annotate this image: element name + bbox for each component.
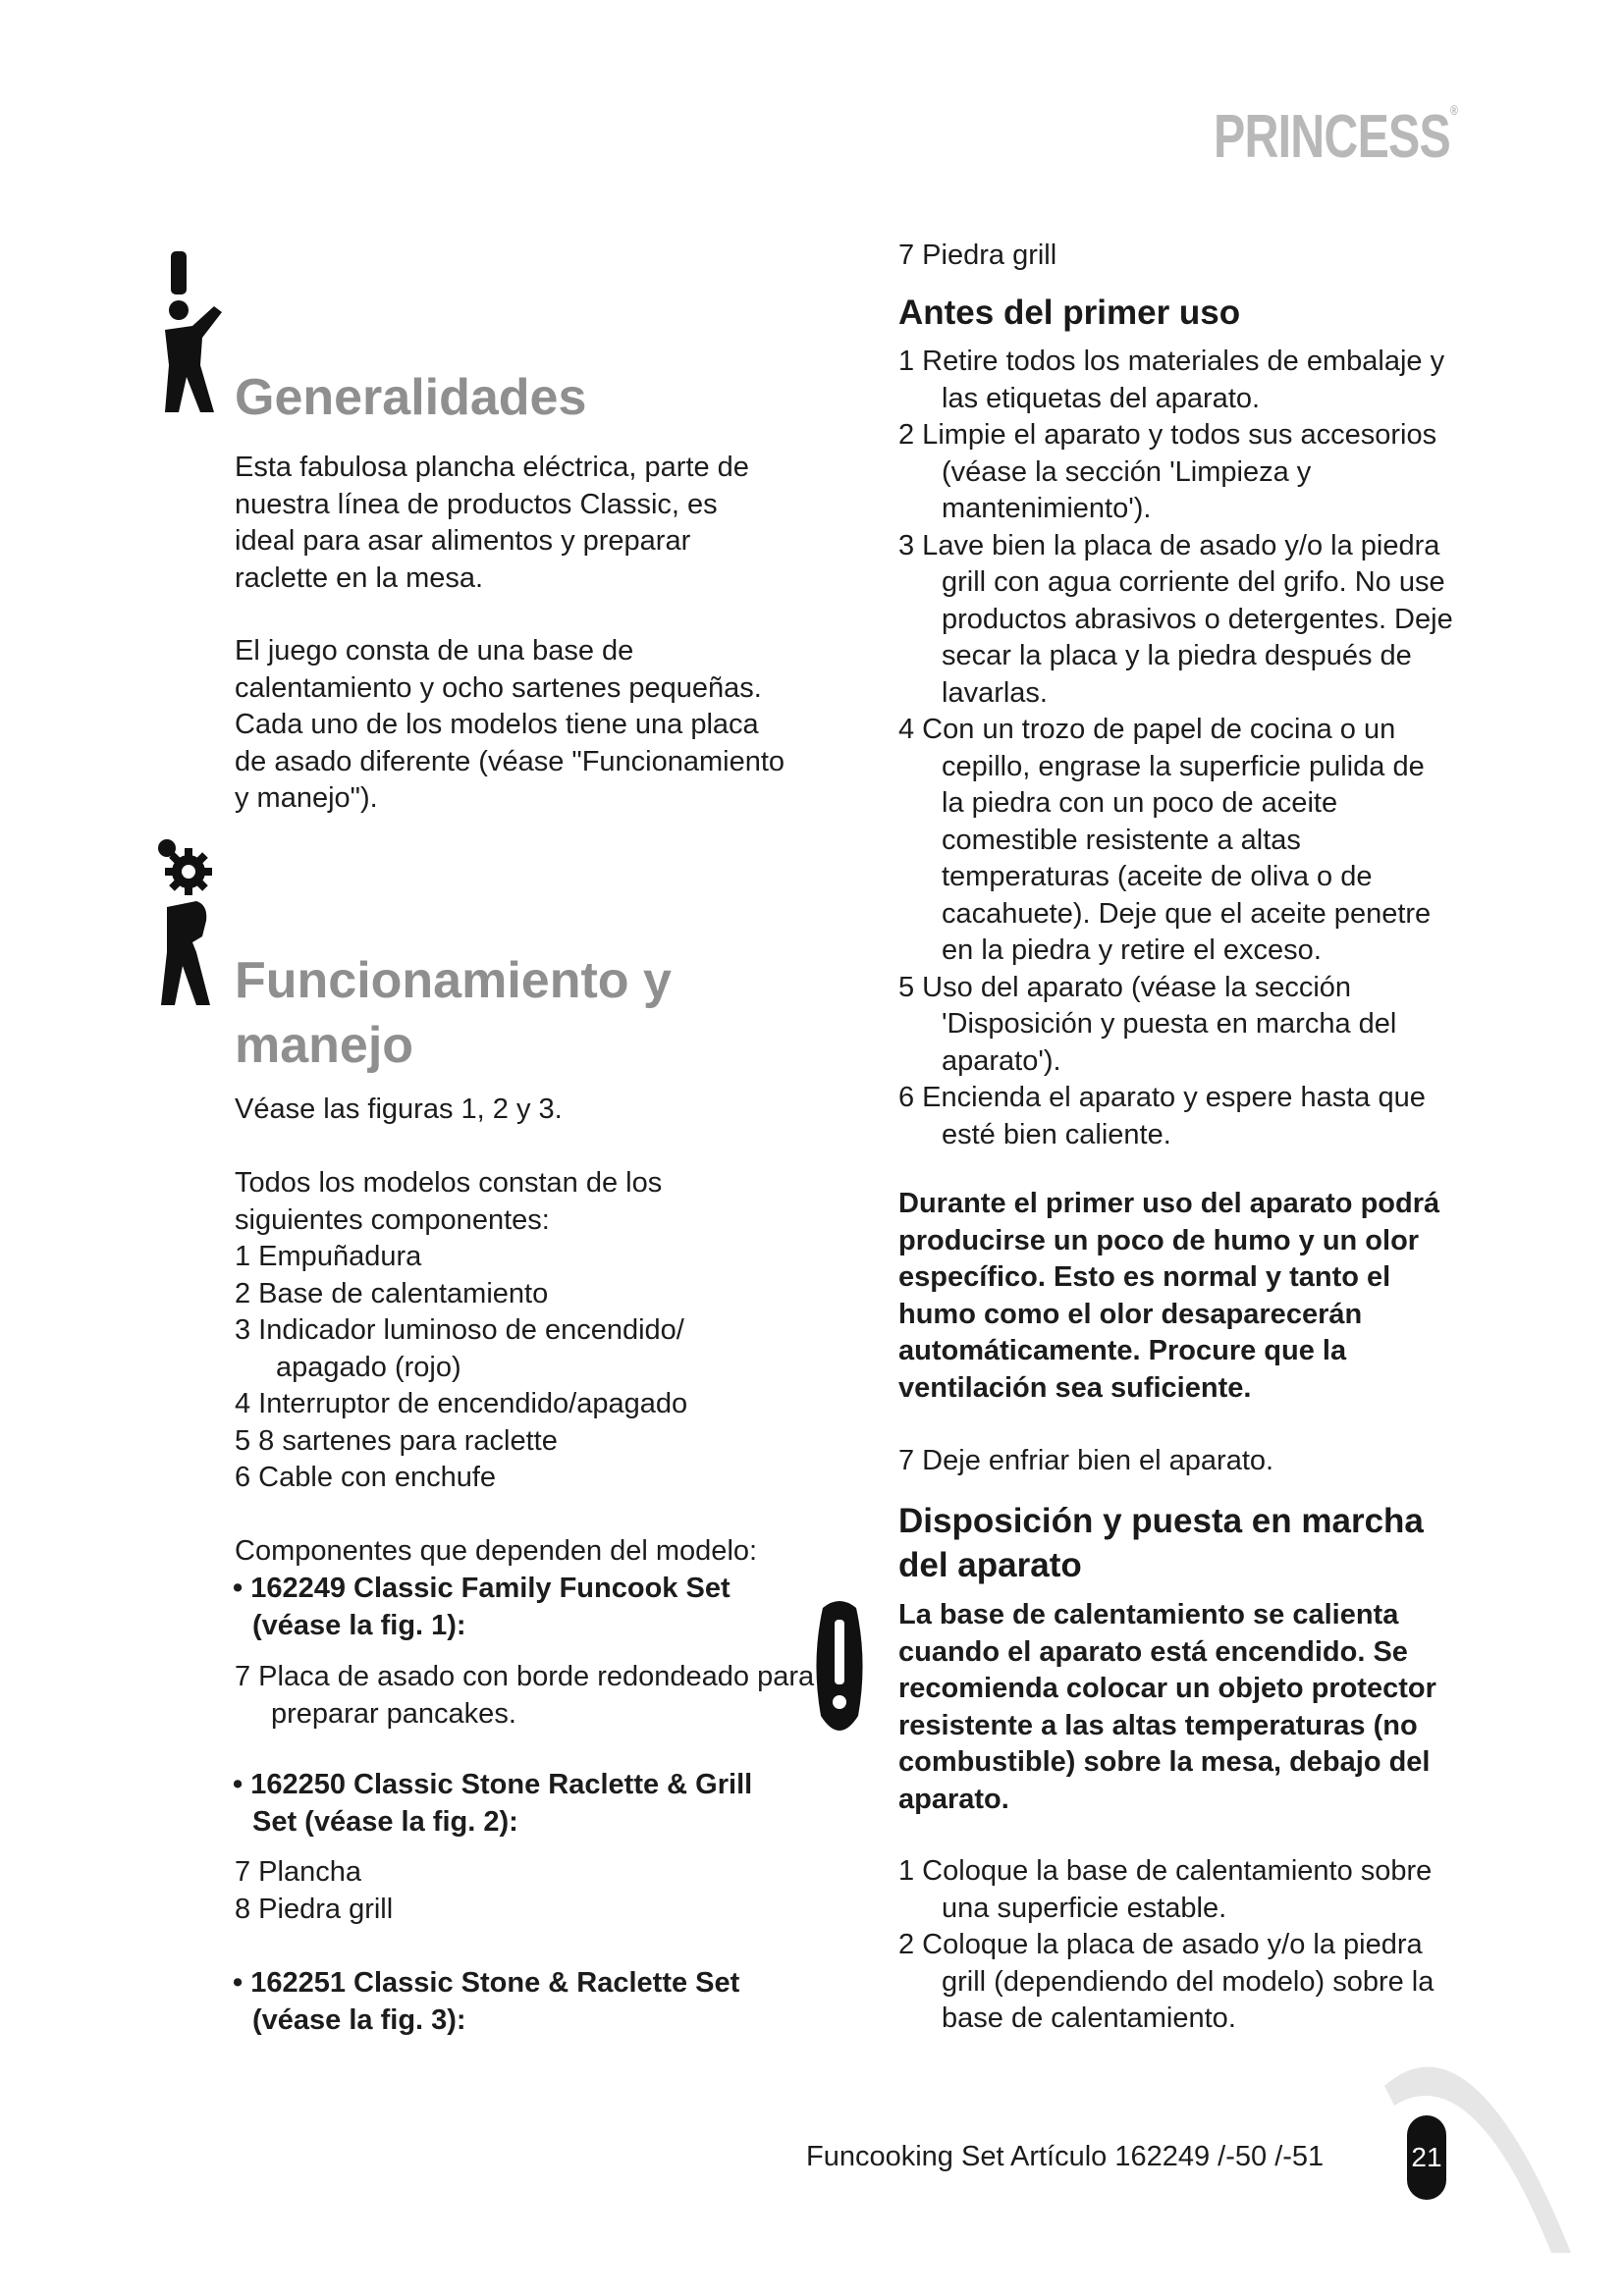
- title-line-2: manejo: [235, 1017, 414, 1074]
- antes-steps: [898, 344, 1453, 1153]
- disposicion-step: 1 Coloque la base de calentamiento sobre una superficie estable.: [898, 1855, 1433, 1924]
- footer-text: Funcooking Set Artículo 162249 /-50 /-51: [806, 2141, 1325, 2172]
- component-item: 2 Base de calentamiento: [235, 1277, 549, 1309]
- antes-step: 6 Encienda el aparato y espere hasta que esté bien caliente.: [898, 1082, 1426, 1150]
- components-intro: Todos los modelos constan de los siguientes componentes:: [235, 1167, 663, 1236]
- set-2-item: 7 Plancha: [235, 1856, 361, 1888]
- decorative-sweep: [1365, 2017, 1600, 2263]
- generalidades-paragraph-2: El juego consta de una base de calentamiento y ocho sartenes pequeñas. Cada uno de los modelos tiene una placa de asado diferente (véase "Funcionamiento y manejo").: [235, 635, 785, 814]
- heating-base-warning: La base de calentamiento se calienta cuando el aparato está encendido. Se recomienda colocar un objeto protector resistente a las altas temperaturas (no combustible) sobre la mesa, debajo del aparato.: [898, 1599, 1436, 1815]
- components-block: [235, 1165, 745, 1497]
- section-title-disposicion: Disposición y puesta en marcha del aparato: [898, 1502, 1424, 1584]
- set-2-item: 8 Piedra grill: [235, 1893, 394, 1925]
- logo-text: PRINCESS: [1214, 103, 1450, 171]
- set-2-heading: • 162250 Classic Stone Raclette & Grill Set (véase la fig. 2):: [233, 1769, 753, 1838]
- first-use-warning: Durante el primer uso del aparato podrá producirse un poco de humo y un olor específico. Esto es normal y tanto el humo como el olor desaparecerán automáticamente. Procure que la ventilación sea suficiente.: [898, 1188, 1440, 1404]
- component-item: 3 Indicador luminoso de encendido/ apagado (rojo): [235, 1314, 684, 1383]
- set-2-items: [235, 1854, 393, 1928]
- set-1-item: 7 Placa de asado con borde redondeado para preparar pancakes.: [235, 1661, 815, 1730]
- right-top-item: 7 Piedra grill: [898, 240, 1057, 271]
- antes-step: 1 Retire todos los materiales de embalaje y las etiquetas del aparato.: [898, 346, 1445, 414]
- antes-step: 5 Uso del aparato (véase la sección 'Disposición y puesta en marcha del aparato').: [898, 971, 1397, 1077]
- antes-step-7: 7 Deje enfriar bien el aparato.: [898, 1445, 1274, 1476]
- antes-step: 3 Lave bien la placa de asado y/o la piedra grill con agua corriente del grifo. No use productos abrasivos o detergentes. Deje secar la placa y la piedra después de lavarlas.: [898, 529, 1453, 709]
- brand-logo: [1214, 102, 1457, 172]
- set-1-heading: • 162249 Classic Family Funcook Set (véase la fig. 1):: [233, 1573, 731, 1641]
- disposicion-steps: [898, 1853, 1463, 2038]
- component-item: 1 Empuñadura: [235, 1241, 422, 1272]
- component-item: 4 Interruptor de encendido/apagado: [235, 1388, 688, 1419]
- title-line-1: Funcionamiento y: [235, 952, 672, 1009]
- info-figure-icon: [157, 247, 236, 414]
- logo-mark: ®: [1449, 102, 1458, 118]
- model-dependent-intro: Componentes que dependen del modelo:: [235, 1535, 758, 1567]
- set-3-heading: • 162251 Classic Stone & Raclette Set (véase la fig. 3):: [233, 1967, 740, 2036]
- gear-figure-icon: [153, 836, 232, 1008]
- section-title-generalidades: Generalidades: [235, 369, 587, 426]
- generalidades-paragraph-1: Esta fabulosa plancha eléctrica, parte de nuestra línea de productos Classic, es ideal para asar alimentos y preparar raclette en la mesa.: [235, 452, 749, 594]
- section-title-funcionamiento: [235, 948, 672, 1078]
- component-item: 6 Cable con enchufe: [235, 1462, 497, 1493]
- page-number: 21: [1407, 2115, 1446, 2200]
- component-item: 5 8 sartenes para raclette: [235, 1424, 558, 1457]
- disposicion-step: 2 Coloque la placa de asado y/o la piedra grill (dependiendo del modelo) sobre la base de calentamiento.: [898, 1929, 1435, 2034]
- antes-step: 2 Limpie el aparato y todos sus accesorios (véase la sección 'Limpieza y mantenimiento').: [898, 419, 1437, 524]
- antes-step: 4 Con un trozo de papel de cocina o un cepillo, engrase la superficie pulida de la piedra con un poco de aceite comestible resistente a altas temperaturas (aceite de oliva o de cacahuete). Deje que el aceite penetre en la piedra y retire el exceso.: [898, 714, 1432, 966]
- section-title-antes: Antes del primer uso: [898, 294, 1241, 332]
- figures-reference: Véase las figuras 1, 2 y 3.: [235, 1094, 563, 1125]
